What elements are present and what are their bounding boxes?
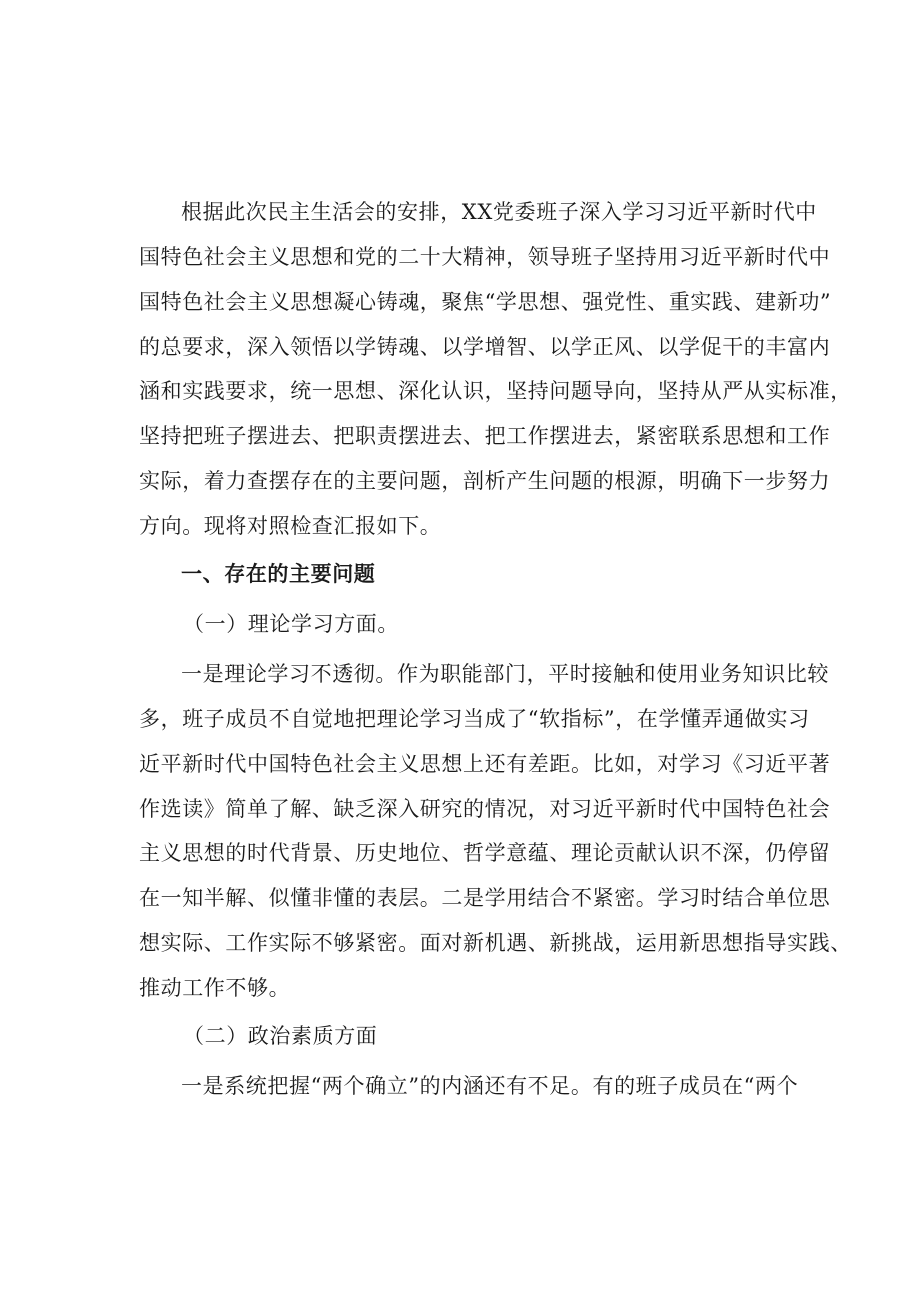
- subsection-1-line-6: 在一知半解、似懂非懂的表层。二是学用结合不紧密。学习时结合单位思: [139, 886, 831, 910]
- subsection-1-line-1: 一是理论学习不透彻。作为职能部门，平时接触和使用业务知识比较: [181, 662, 829, 686]
- intro-line-5: 涵和实践要求，统一思想、深化认识，坚持问题导向，坚持从严从实标准，: [139, 379, 852, 403]
- subsection-1-line-8: 推动工作不够。: [139, 976, 291, 1000]
- intro-line-7: 实际，着力查摆存在的主要问题，剖析产生问题的根源，明确下一步努力: [139, 469, 831, 493]
- intro-line-4: 的总要求，深入领悟以学铸魂、以学增智、以学正风、以学促干的丰富内: [139, 335, 831, 359]
- subsection-1-line-5: 主义思想的时代背景、历史地位、哲学意蕴、理论贡献认识不深，仍停留: [139, 841, 831, 865]
- subsection-2-heading: （二）政治素质方面: [183, 1024, 378, 1048]
- intro-line-2: 国特色社会主义思想和党的二十大精神，领导班子坚持用习近平新时代中: [139, 245, 831, 269]
- subsection-1-line-3: 近平新时代中国特色社会主义思想上还有差距。比如，对学习《习近平著: [139, 752, 831, 776]
- intro-line-8: 方向。现将对照检查汇报如下。: [139, 514, 442, 538]
- subsection-1-line-7: 想实际、工作实际不够紧密。面对新机遇、新挑战，运用新思想指导实践、: [139, 931, 852, 955]
- subsection-2-line-1: 一是系统把握“两个确立”的内涵还有不足。有的班子成员在“两个: [181, 1074, 799, 1098]
- intro-line-3: 国特色社会主义思想凝心铸魂，聚焦“学思想、强党性、重实践、建新功”: [139, 290, 832, 314]
- subsection-1-line-2: 多，班子成员不自觉地把理论学习当成了“软指标”，在学懂弄通做实习: [139, 707, 810, 731]
- intro-line-6: 坚持把班子摆进去、把职责摆进去、把工作摆进去，紧密联系思想和工作: [139, 424, 831, 448]
- section-1-heading: 一、存在的主要问题: [181, 562, 376, 586]
- intro-line-1: 根据此次民主生活会的安排，XX党委班子深入学习习近平新时代中: [181, 200, 817, 224]
- subsection-1-heading: （一）理论学习方面。: [183, 612, 399, 636]
- subsection-1-line-4: 作选读》简单了解、缺乏深入研究的情况，对习近平新时代中国特色社会: [139, 797, 831, 821]
